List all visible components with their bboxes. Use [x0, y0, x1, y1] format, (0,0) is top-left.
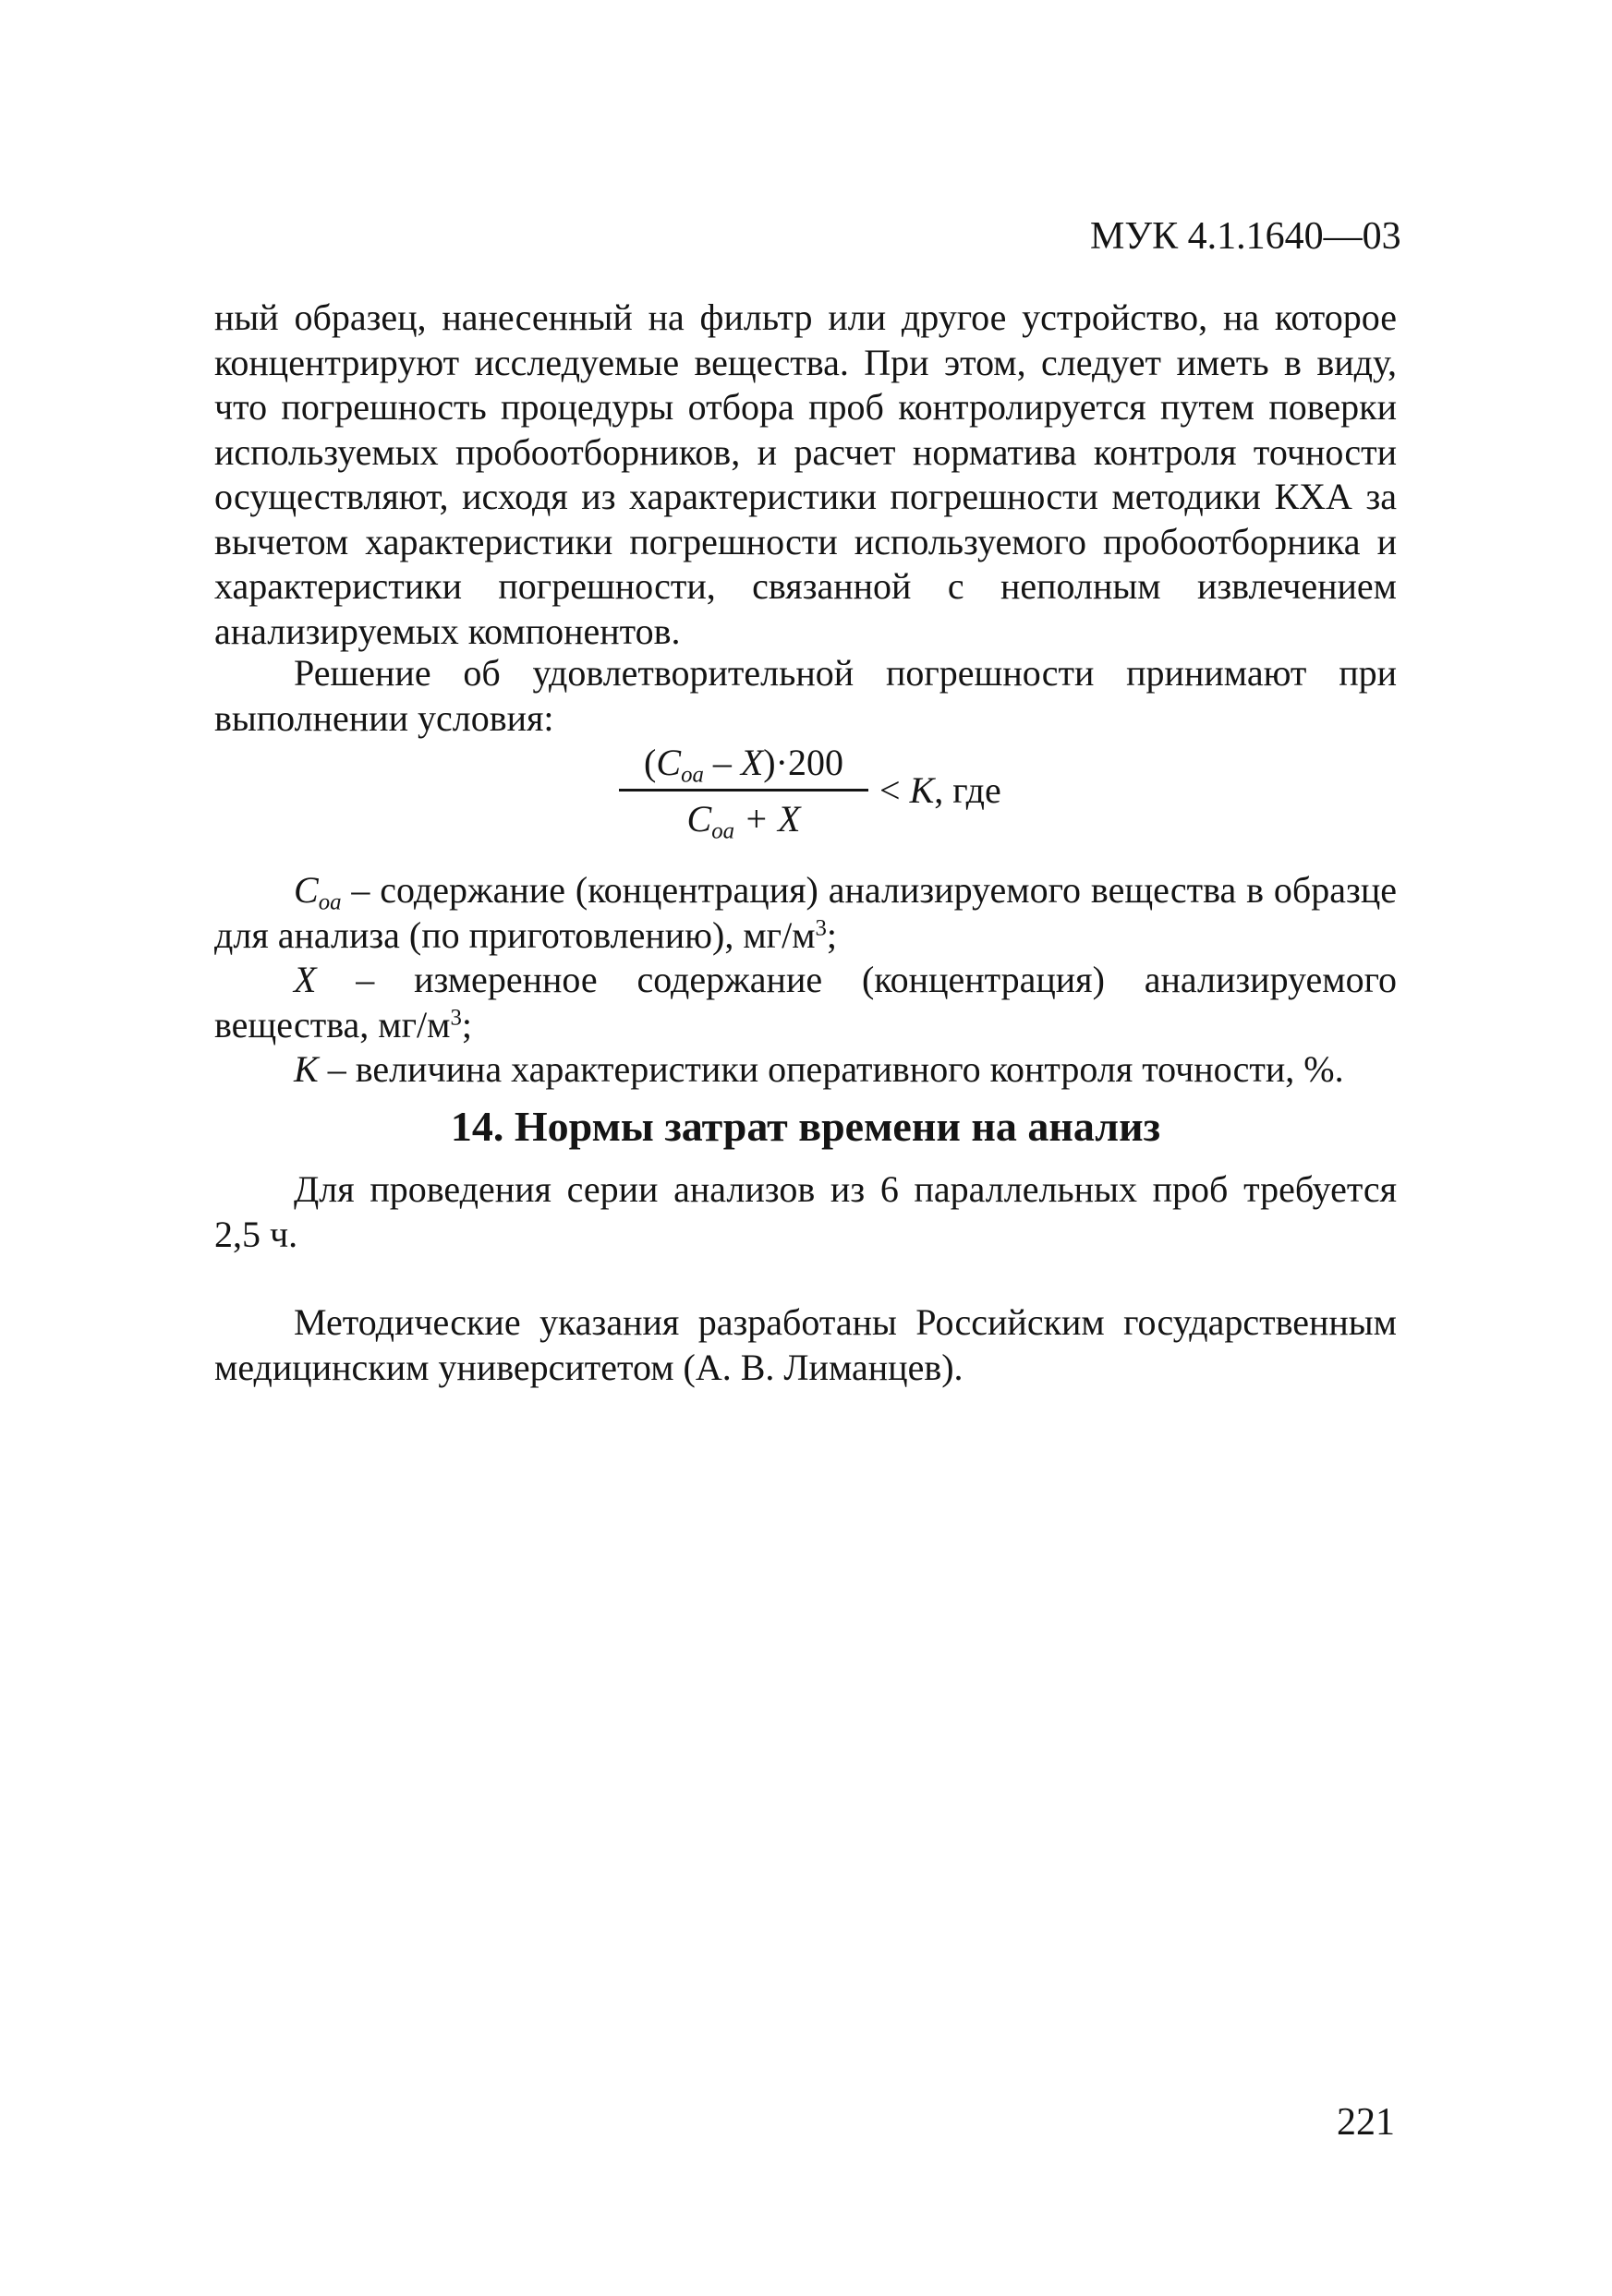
page-number: 221	[1337, 2101, 1395, 2144]
section-heading: 14. Нормы затрат времени на анализ	[450, 1103, 1161, 1150]
accuracy-condition-formula	[619, 739, 1025, 868]
paragraph-condition-intro: Решение об удовлетворительной погрешности принимают при выполнении условия:	[214, 652, 1397, 739]
formula-numerator: $(C_{оа} - X)\cdot 200$	[644, 742, 843, 788]
definition-x: X – измеренное содержание (концентрация) анализируемого вещества, $мг/м^3$;	[214, 959, 1397, 1045]
paragraph-continuation: ный образец, нанесенный на фильтр или другое устройство, на которое концентрируют исследуемые вещества. При этом, следует иметь в виду, что погрешность процедуры отбора проб контролируется путем поверки используемых пробоотборников, и расчет норматива контроля точности осуществляют, исходя из характеристики погрешности методики КХА за вычетом характеристики погрешности используемого пробоотборника и характеристики погрешности, связанной с неполным извлечением анализируемых компонентов.	[214, 296, 1397, 652]
formula-relation: < K, где	[879, 769, 1001, 811]
paragraph-authors: Методические указания разработаны Российским государственным медицинским университетом (А. В. Лиманцев).	[214, 1301, 1397, 1388]
formula-denominator: $C_{оа} + X$	[686, 798, 801, 844]
document-code-header: МУК 4.1.1640—03	[1090, 215, 1401, 258]
definition-k: K – величина характеристики оперативного контроля точности, %.	[294, 1048, 1344, 1090]
formula-fraction	[619, 739, 868, 843]
paragraph-time-norms: Для проведения серии анализов из 6 параллельных проб требуется 2,5 ч.	[214, 1168, 1397, 1255]
fraction-bar	[619, 789, 868, 792]
definition-coa: $C_{оа}$ – содержание (концентрация) анализируемого вещества в образце для анализа (по приготовлению), $мг/м^3$;	[214, 869, 1397, 956]
formula-definitions	[214, 868, 1397, 1093]
